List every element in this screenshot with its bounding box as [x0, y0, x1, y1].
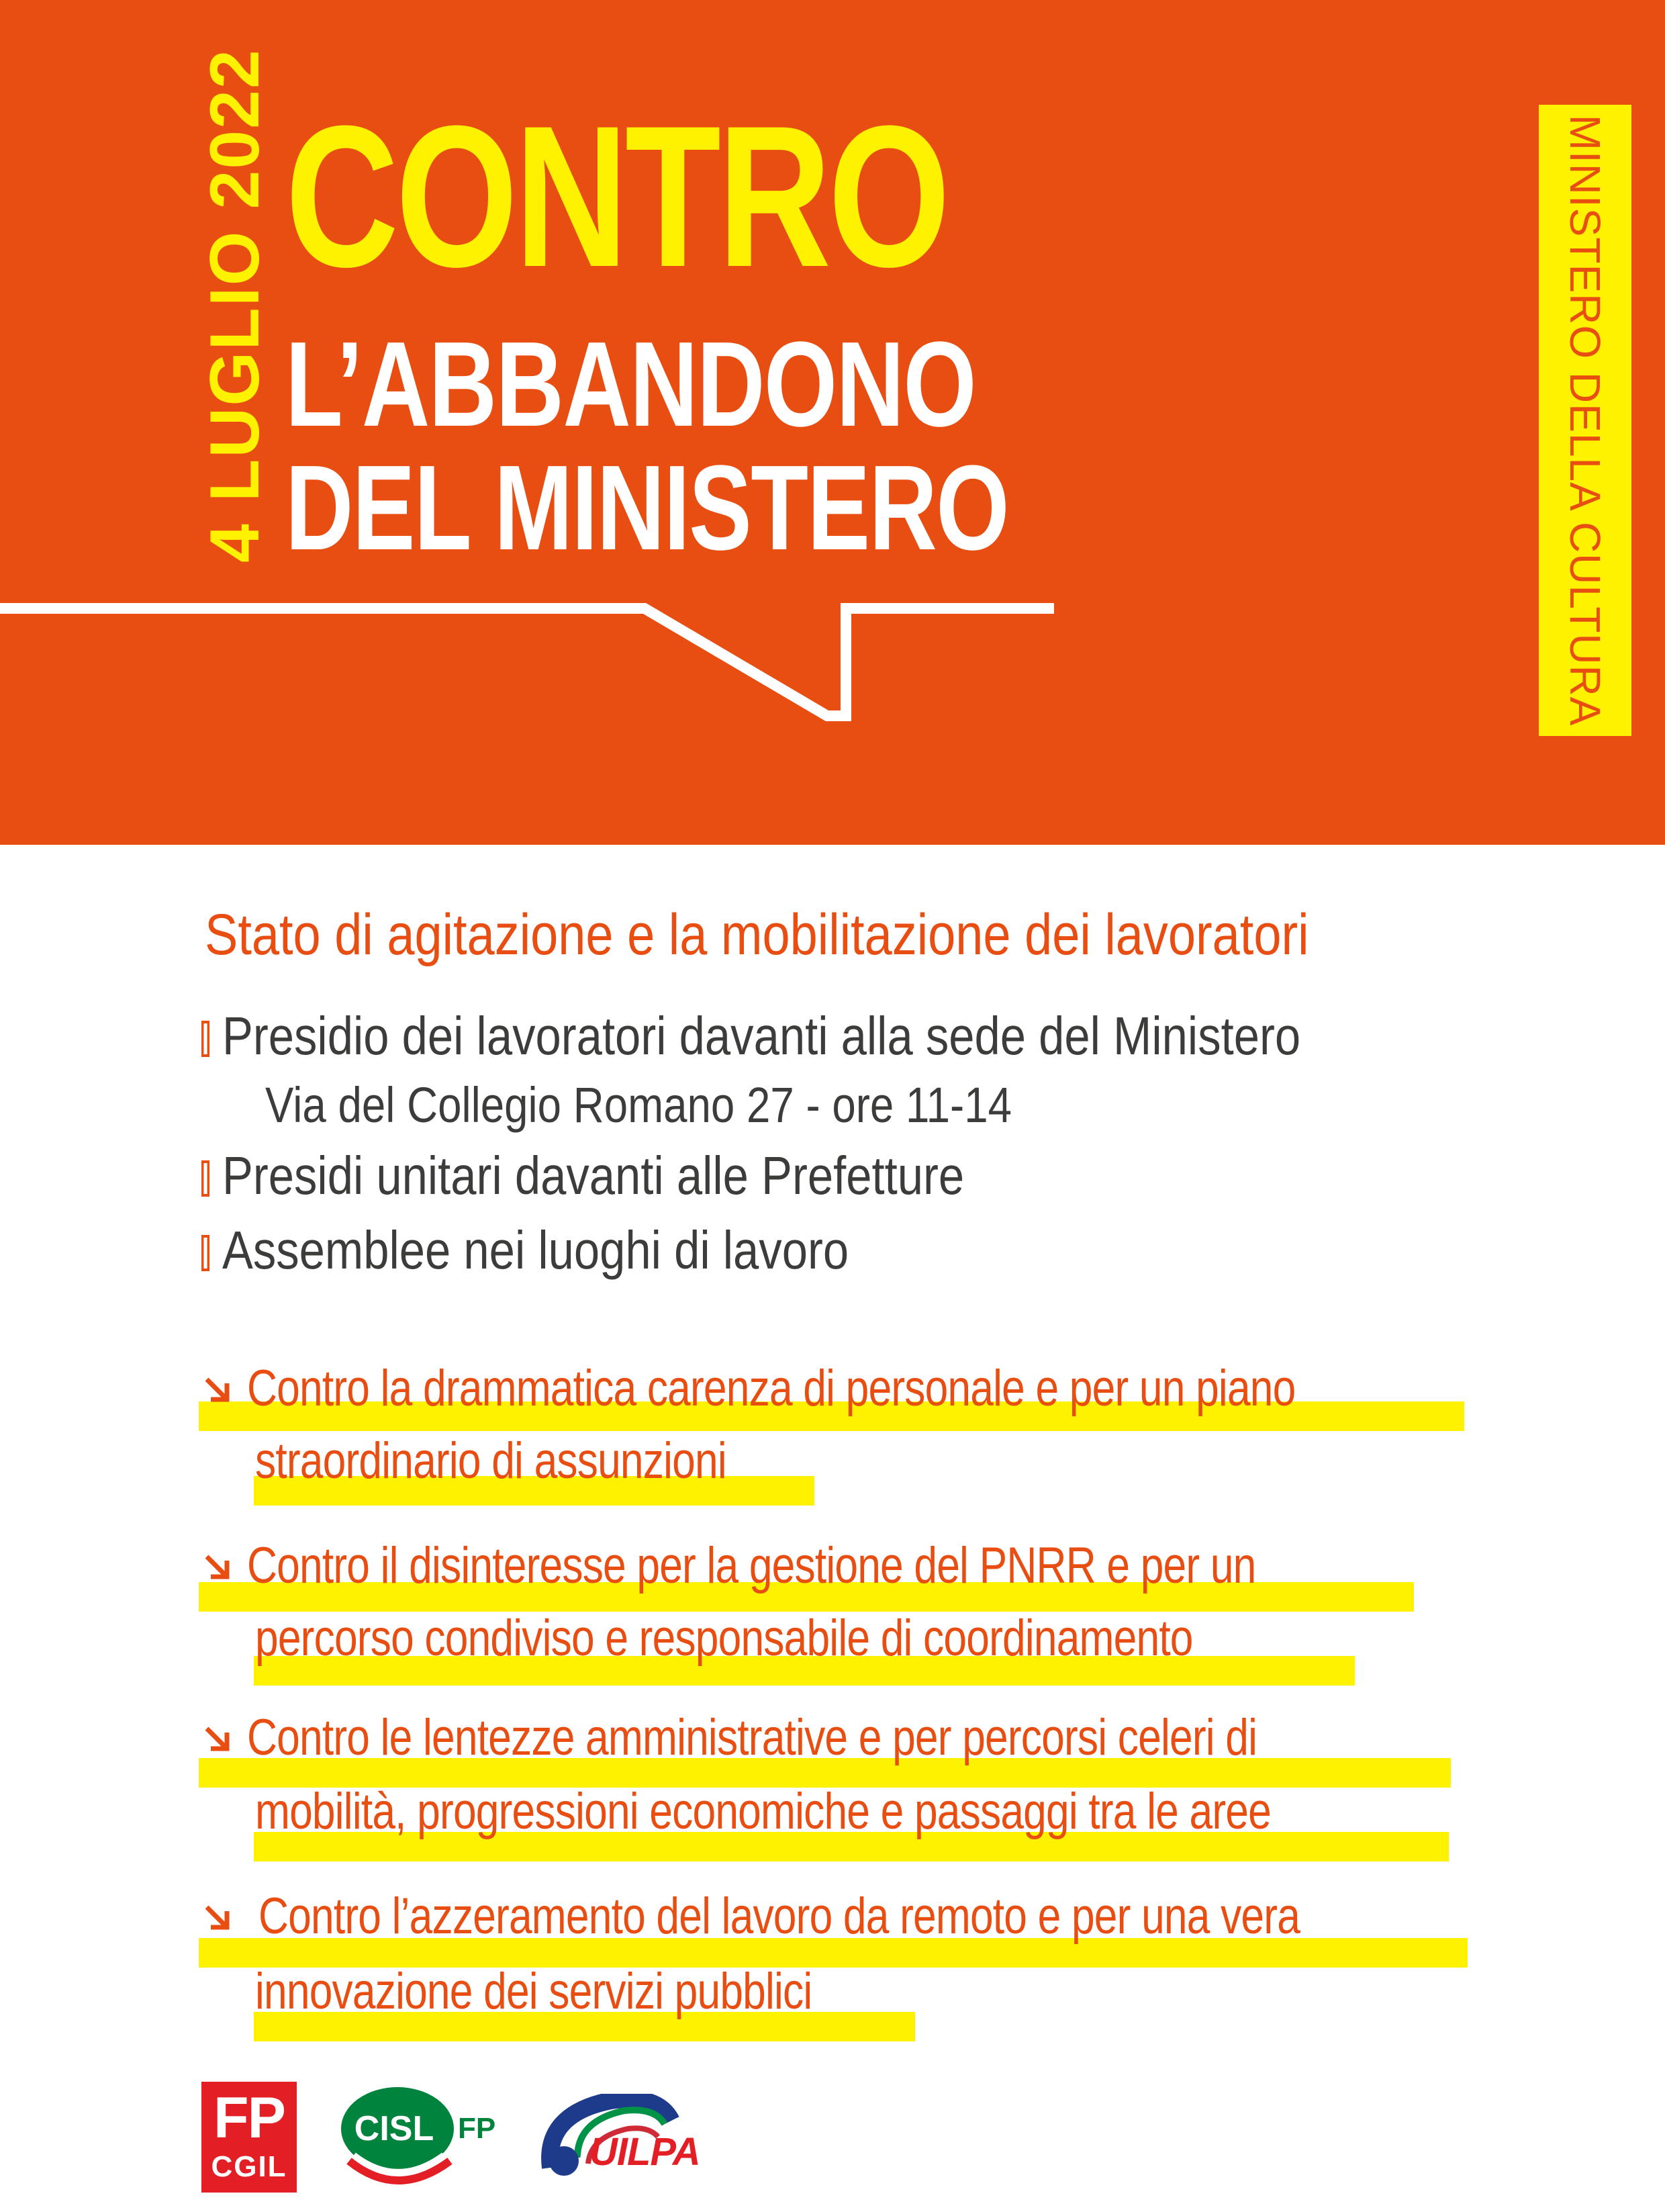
arrow-down-right-icon	[201, 1374, 234, 1406]
action-detail: Via del Collegio Romano 27 - ore 11-14	[265, 1077, 1012, 1133]
title-abbandono: L’ABBANDONO	[285, 317, 976, 452]
fp-cgil-logo-cgil: CGIL	[211, 2150, 287, 2183]
cisl-logo-text: CISL	[354, 2109, 434, 2148]
arrow-down-right-icon	[201, 1902, 234, 1934]
bullet-icon	[201, 1021, 209, 1057]
action-text: Presidi unitari davanti alle Prefetture	[222, 1146, 965, 1205]
header-banner	[0, 0, 1665, 845]
bullet-icon	[201, 1160, 209, 1197]
demand-line: straordinario di assunzioni	[255, 1432, 726, 1489]
ministry-side-tab	[1539, 105, 1631, 736]
title-ministero: DEL MINISTERO	[285, 441, 1009, 575]
uilpa-logo-text: UILPA	[589, 2130, 700, 2174]
event-date: 4 LUGLIO 2022	[196, 48, 274, 563]
demand-line: Contro le lentezze amministrative e per percorsi celeri di	[247, 1709, 1257, 1766]
fp-cgil-logo	[201, 2082, 297, 2193]
demand-line: Contro l’azzeramento del lavoro da remoto e per una vera	[258, 1888, 1300, 1945]
demand-line: Contro il disinteresse per la gestione del PNRR e per un	[247, 1537, 1256, 1594]
demand-line: mobilità, progressioni economiche e passaggi tra le aree	[255, 1783, 1271, 1840]
page-subtitle: Stato di agitazione e la mobilitazione dei lavoratori	[205, 903, 1309, 967]
bullet-icon	[201, 1235, 209, 1271]
action-text: Presidio dei lavoratori davanti alla sede del Ministero	[222, 1006, 1301, 1066]
fp-cgil-logo-fp: FP	[213, 2086, 285, 2150]
action-item	[201, 1004, 1301, 1068]
arrow-down-right-icon	[201, 1551, 234, 1583]
demand-line: innovazione dei servizi pubblici	[255, 1963, 812, 2020]
action-item	[201, 1144, 1298, 1208]
cisl-logo-fp: FP	[458, 2112, 496, 2145]
demand-line: Contro la drammatica carenza di personale e per un piano	[247, 1360, 1296, 1417]
action-item	[201, 1218, 1298, 1283]
title-contro: CONTRO	[285, 83, 947, 309]
speech-bubble-line	[0, 591, 1074, 739]
demand-line: percorso condiviso e responsabile di coordinamento	[255, 1610, 1193, 1667]
action-text: Assemblee nei luoghi di lavoro	[222, 1220, 849, 1280]
ministry-side-label: MINISTERO DELLA CULTURA	[1561, 114, 1609, 727]
arrow-down-right-icon	[201, 1723, 234, 1755]
